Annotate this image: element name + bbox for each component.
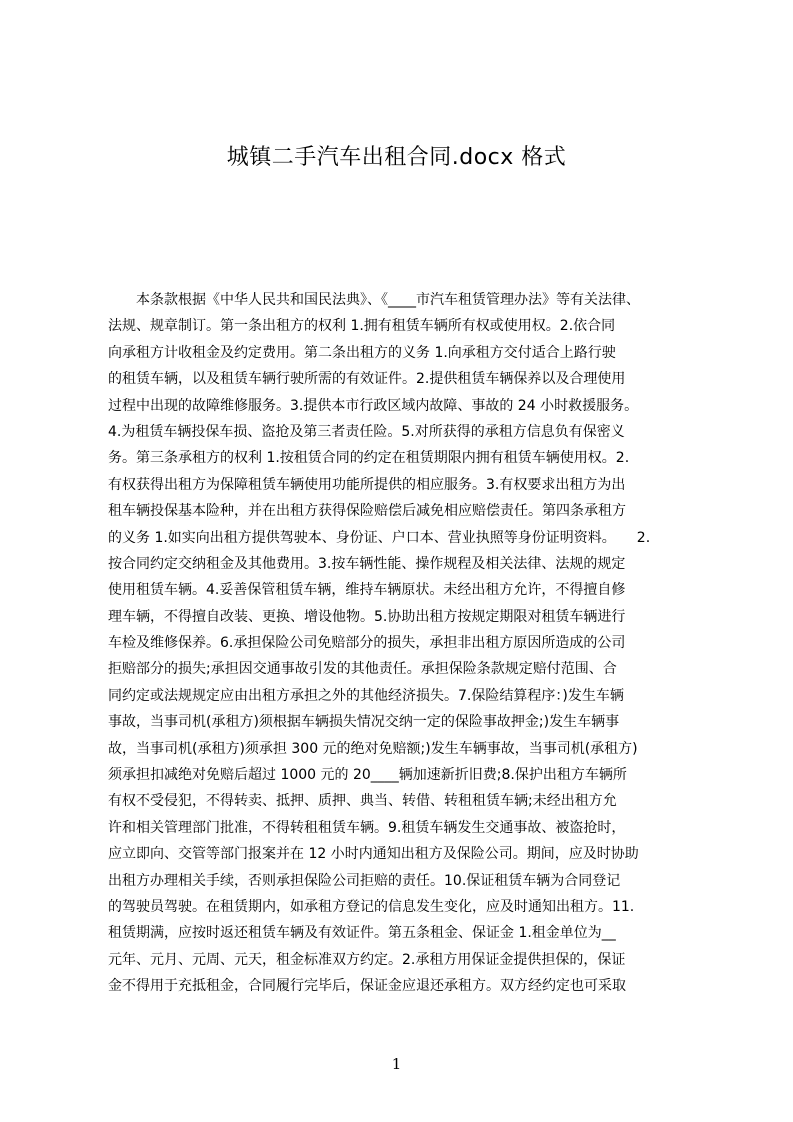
body-line: 法规、规章制订。第一条出租方的权利 1.拥有租赁车辆所有权或使用权。2.依合同 bbox=[108, 318, 616, 335]
body-line: 出租方办理相关手续，否则承担保险公司拒赔的责任。10.保证租赁车辆为合同登记 bbox=[108, 872, 621, 889]
document-title: 城镇二手汽车出租合同.docx 格式 bbox=[226, 145, 567, 170]
body-line: 故，当事司机(承租方)须承担 300 元的绝对免赔额;)发生车辆事故，当事司机(承租方) bbox=[108, 740, 638, 757]
body-line: 须承担扣减绝对免赔后超过 1000 元的 20____辆加速新折旧费;8.保护出租方车辆所 bbox=[108, 767, 627, 784]
body-line: 许和相关管理部门批准，不得转租租赁车辆。9.租赁车辆发生交通事故、被盗抢时， bbox=[108, 819, 626, 836]
body-line: 租车辆投保基本险种，并在出租方获得保险赔偿后减免相应赔偿责任。第四条承租方 bbox=[108, 503, 626, 520]
body-line: 理车辆，不得擅自改装、更换、增设他物。5.协助出租方按规定期限对租赁车辆进行 bbox=[108, 608, 626, 625]
body-line: 使用租赁车辆。4.妥善保管租赁车辆，维持车辆原状。未经出租方允许，不得擅自修 bbox=[108, 582, 626, 599]
body-line: 金不得用于充抵租金，合同履行完毕后，保证金应退还承租方。双方经约定也可采取 bbox=[108, 978, 626, 995]
body-line: 元年、元月、元周、元天，租金标准双方约定。2.承租方用保证金提供担保的，保证 bbox=[108, 951, 626, 968]
body-line: 按合同约定交纳租金及其他费用。3.按车辆性能、操作规程及相关法律、法规的规定 bbox=[108, 555, 626, 572]
body-line: 有权不受侵犯，不得转卖、抵押、质押、典当、转借、转租租赁车辆;未经出租方允 bbox=[108, 793, 617, 810]
body-line: 本条款根据《中华人民共和国民法典》、《____市汽车租赁管理办法》等有关法律、 bbox=[108, 292, 640, 308]
body-line: 过程中出现的故障维修服务。3.提供本市行政区域内故障、事故的 24 小时救援服务。 bbox=[108, 397, 639, 414]
body-line: 事故，当事司机(承租方)须根据车辆损失情况交纳一定的保险事故押金;)发生车辆事 bbox=[108, 714, 620, 731]
body-line: 应立即向、交管等部门报案并在 12 小时内通知出租方及保险公司。期间，应及时协助 bbox=[108, 846, 639, 863]
body-line: 同约定或法规规定应由出租方承担之外的其他经济损失。7.保险结算程序：)发生车辆 bbox=[108, 687, 624, 704]
page-number: 1 bbox=[391, 1055, 402, 1073]
body-line: 务。第三条承租方的权利 1.按租赁合同的约定在租赁期限内拥有租赁车辆使用权。2. bbox=[108, 450, 630, 467]
body-line: 的租赁车辆，以及租赁车辆行驶所需的有效证件。2.提供租赁车辆保养以及合理使用 bbox=[108, 371, 626, 388]
body-line: 拒赔部分的损失;承担因交通事故引发的其他责任。承担保险条款规定赔付范围、合 bbox=[108, 661, 617, 678]
document-body bbox=[108, 287, 698, 1000]
body-line: 的驾驶员驾驶。在租赁期内，如承租方登记的信息发生变化，应及时通知出租方。11. bbox=[108, 898, 635, 915]
body-line: 的义务 1.如实向出租方提供驾驶本、身份证、户口本、营业执照等身份证明资料。 2. bbox=[108, 529, 651, 546]
body-line: 租赁期满，应按时返还租赁车辆及有效证件。第五条租金、保证金 1.租金单位为__ bbox=[108, 925, 616, 942]
body-line: 向承租方计收租金及约定费用。第二条出租方的义务 1.向承租方交付适合上路行驶 bbox=[108, 344, 616, 361]
body-line: 车检及维修保养。6.承担保险公司免赔部分的损失，承担非出租方原因所造成的公司 bbox=[108, 635, 626, 652]
body-line: 4.为租赁车辆投保车损、盗抢及第三者责任险。5.对所获得的承租方信息负有保密义 bbox=[108, 423, 625, 440]
body-line: 有权获得出租方为保障租赁车辆使用功能所提供的相应服务。3.有权要求出租方为出 bbox=[108, 476, 626, 493]
